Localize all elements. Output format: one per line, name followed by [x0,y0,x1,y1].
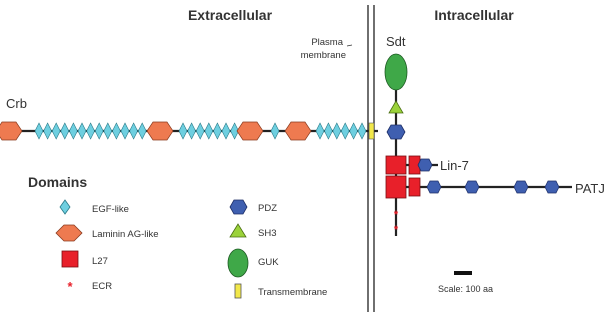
sdt-pdz-domain [387,125,405,139]
crb-laminin-domain [0,122,22,140]
ecr-icon: * [67,279,73,294]
crb-egf-domain [69,123,77,139]
crb-egf-domain [196,123,204,139]
crb-laminin-domain [237,122,263,140]
crb-egf-domain [78,123,86,139]
patj-pdz-domain [427,181,441,193]
crb-egf-domain [87,123,95,139]
membrane-label-line1: Plasma [311,37,343,48]
crb-transmembrane-domain [369,123,374,139]
crb-label: Crb [6,96,27,111]
lin7-label: Lin-7 [440,158,469,173]
crb-egf-domain [121,123,129,139]
transmembrane-icon [235,284,241,298]
egf-like-icon [60,200,70,214]
crb-egf-domain [61,123,69,139]
crb-egf-domain [213,123,221,139]
crb-egf-domain [341,123,349,139]
crb-egf-domain [44,123,52,139]
sh3-icon [230,224,246,237]
legend-l27-label: L27 [92,256,108,267]
legend-sh3-label: SH3 [258,228,277,239]
crb-egf-domain [104,123,112,139]
lin7-pdz-domain [418,159,432,171]
sdt-ecr-mark-2: * [393,224,399,236]
scale-label: Scale: 100 aa [438,284,494,294]
crb-egf-domain [138,123,146,139]
crb-laminin-domain [285,122,311,140]
crb-egf-domain [358,123,366,139]
guk-icon [228,249,248,277]
crb-egf-domain [271,123,279,139]
crb-egf-domain [188,123,196,139]
membrane-label-pointer [347,45,352,46]
legend-ecr-label: ECR [92,281,113,292]
legend-pdz-label: PDZ [258,203,277,214]
patj-pdz-domain [465,181,479,193]
legend-laminin-label: Laminin AG-like [92,229,159,240]
legend-guk-label: GUK [258,257,279,268]
crb-egf-domain [333,123,341,139]
intracellular-heading: Intracellular [434,7,514,23]
patj-pdz-domain [545,181,559,193]
crb-egf-domain [222,123,230,139]
crb-egf-domain [350,123,358,139]
sdt-ecr-mark-1: * [393,209,399,221]
patj-label: PATJ [575,181,605,196]
patj-pdz-domain [514,181,528,193]
legend-title: Domains [28,174,88,190]
crb-egf-domain [52,123,60,139]
crb-egf-domain [130,123,138,139]
legend-transmembrane-label: Transmembrane [258,287,328,298]
crb-egf-domain [179,123,187,139]
sdt-label: Sdt [386,34,406,49]
sdt-l27-domain-2 [386,176,406,198]
crb-egf-domain [324,123,332,139]
crb-egf-domain [35,123,43,139]
crb-domain-track [0,122,374,140]
crb-egf-domain [205,123,213,139]
sdt-guk-domain [385,54,407,90]
crb-laminin-domain [147,122,173,140]
patj-l27-domain [409,178,420,196]
legend-egf-label: EGF-like [92,204,129,215]
sdt-l27-domain-1 [386,156,406,174]
crb-egf-domain [316,123,324,139]
membrane-label-line2: membrane [300,50,346,61]
pdz-icon [230,200,247,214]
laminin-ag-like-icon [56,225,82,241]
sdt-sh3-domain [389,101,403,113]
crb-egf-domain [95,123,103,139]
l27-icon [62,251,78,267]
crb-egf-domain [112,123,120,139]
extracellular-heading: Extracellular [187,7,273,23]
scale-bar [454,271,472,275]
